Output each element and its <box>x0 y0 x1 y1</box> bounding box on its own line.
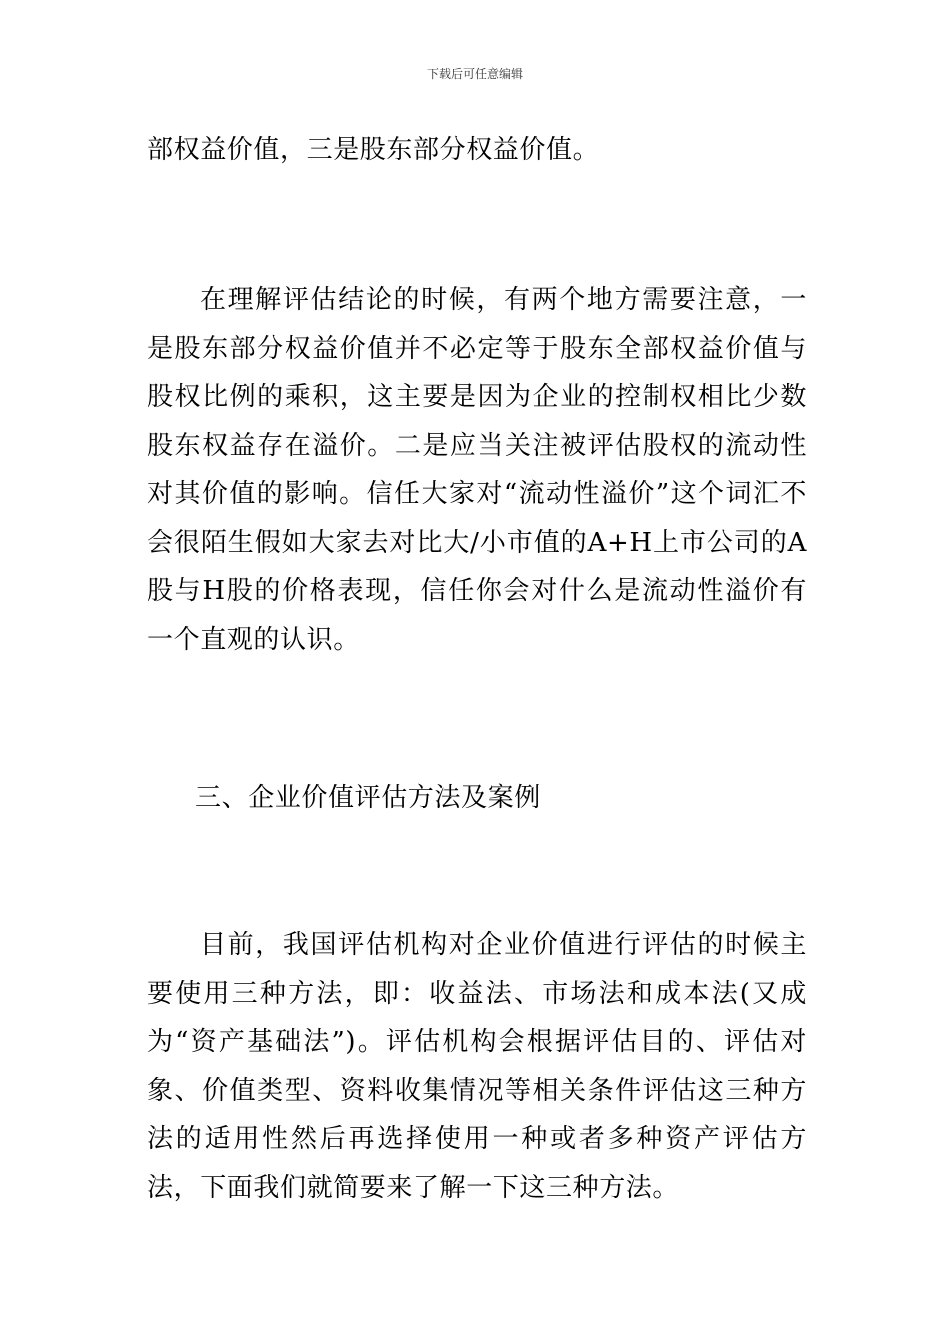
section-heading-text: 三、企业价值评估方法及案例 <box>195 783 541 813</box>
paragraph-valuation-notes <box>147 276 807 664</box>
section-heading <box>147 774 807 822</box>
page-header-note: 下载后可任意编辑 <box>426 67 523 81</box>
paragraph-text: 在理解评估结论的时候，有两个地方需要注意，一是股东部分权益价值并不必定等于股东全部权益价值与股权比例的乘积，这主要是因为企业的控制权相比少数股东权益存在溢价。二是应当关注被评估股权的流动性对其价值的影响。信任大家对“流动性溢价”这个词汇不会很陌生假如大家去对比大/小市值的A+H上市公司的A股与H股的价格表现，信任你会对什么是流动性溢价有一个直观的认识。 <box>147 285 807 655</box>
paragraph-valuation-methods <box>147 921 807 1212</box>
paragraph-continuation <box>147 126 807 175</box>
paragraph-text: 目前，我国评估机构对企业价值进行评估的时候主要使用三种方法，即：收益法、市场法和成本法(又成为“资产基础法”)。评估机构会根据评估目的、评估对象、价值类型、资料收集情况等相关条件评估这三种方法的适用性然后再选择使用一种或者多种资产评估方法，下面我们就简要来了解一下这三种方法。 <box>147 930 807 1203</box>
paragraph-text: 部权益价值，三是股东部分权益价值。 <box>147 135 600 165</box>
